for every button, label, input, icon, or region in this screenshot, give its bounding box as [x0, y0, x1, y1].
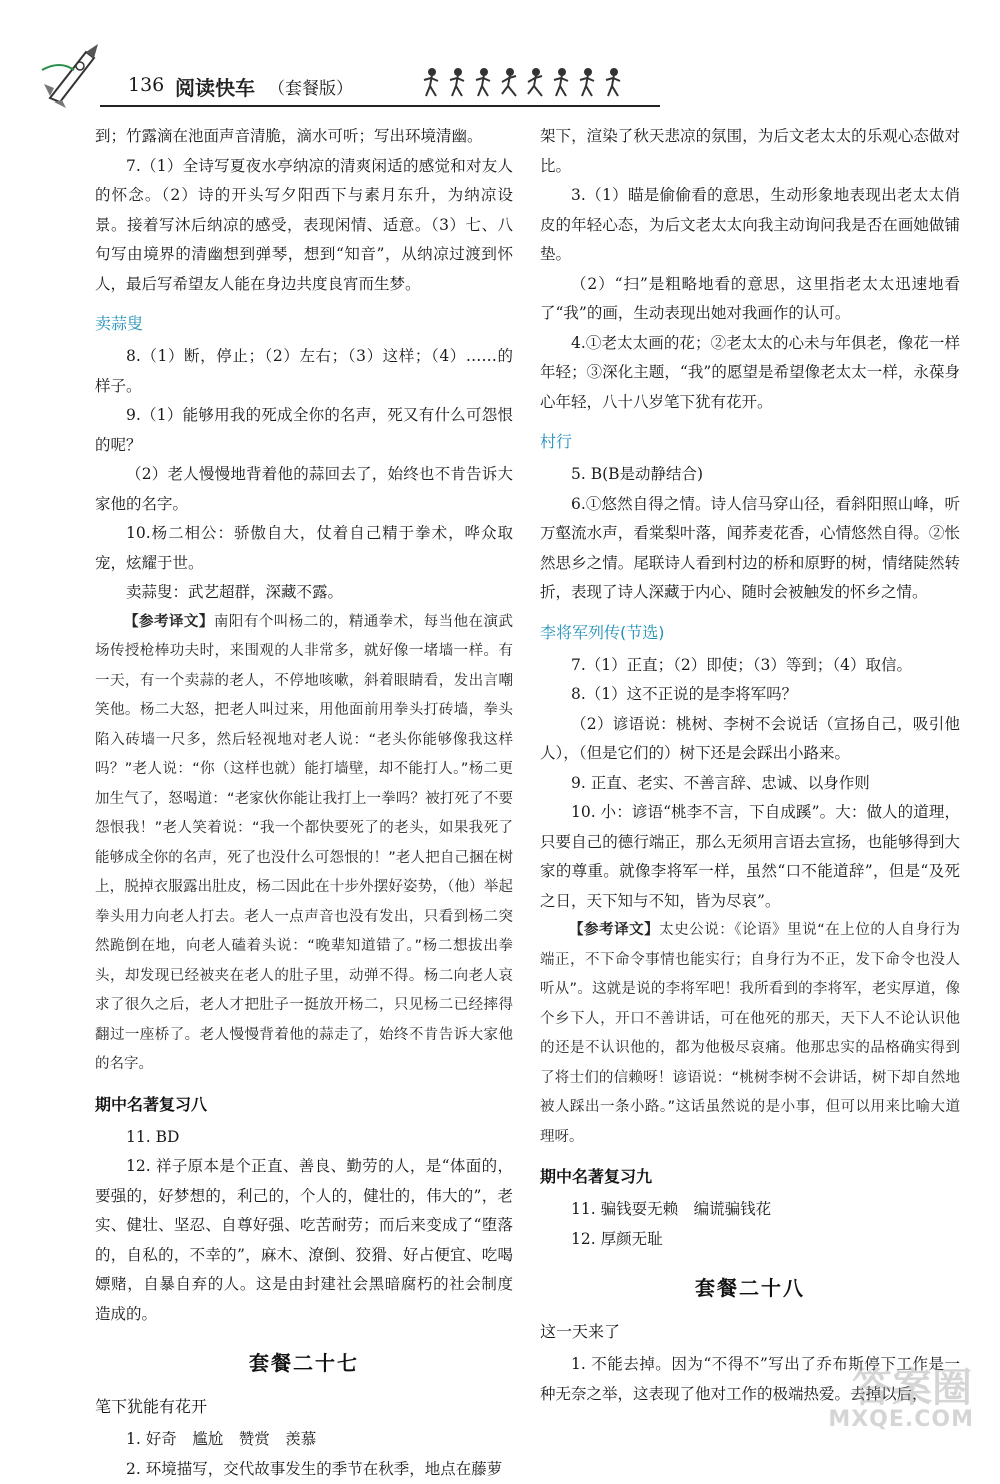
answer-9-2: （2）老人慢慢地背着他的蒜回去了，始终也不肯告诉大家他的名字。: [95, 460, 513, 519]
section-heading-li-jiang-jun: 李将军列传(节选): [540, 620, 960, 643]
section-heading-mai-suan-sou: 卖蒜叟: [95, 311, 513, 334]
translation-label: 【参考译文】: [569, 922, 659, 938]
answer-11: 11. 骗钱耍无赖 编谎骗钱花: [540, 1195, 960, 1225]
section-heading-review-8: 期中名著复习八: [95, 1092, 513, 1115]
translation-text: 南阳有个叫杨二的，精通拳术，每当他在演武场传授枪棒功夫时，来围观的人非常多，就好像一堵墙一样。有一天，有一个卖蒜的老人，不停地咳嗽，斜着眼睛看，发出言嘲笑他。杨二大怒，把老人叫过来，用他面前用拳头打砖墙，拳头陷入砖墙一尺多，然后轻视地对老人说：“老头你能够像我这样吗？”老人说：“你（这样也就）能打墙壁，却不能打人。”杨二更加生气了，怒喝道：“老家伙你能让我打上一拳吗？被打死了不要怨恨我！”老人笑着说：“我一个都快要死了的老头，如果我死了能够成全你的名声，死了也没什么可怨恨的！”老人把自己捆在树上，脱掉衣服露出肚皮，杨二因此在十步外摆好姿势，（他）举起拳头用力向老人打去。老人一点声音也没有发出，只看到杨二突然跪倒在地，向老人磕着头说：“晚辈知道错了。”杨二想拔出拳头，却发现已经被夹在老人的肚子里，动弹不得。杨二向老人哀求了很久之后，老人才把肚子一挺放开杨二，只见杨二已经摔得翻过一座桥了。老人慢慢背着他的蒜走了，始终不肯告诉大家他的名字。: [95, 614, 513, 1073]
answer-4: 4.①老太太画的花；②老太太的心未与年俱老，像花一样年轻；③深化主题，“我”的愿望是希望像老太太一样，永葆身心年轻，八十八岁笔下犹有花开。: [540, 329, 960, 418]
answer-9-1: 9.（1）能够用我的死成全你的名声，死又有什么可怨恨的呢？: [95, 401, 513, 460]
package-title-28: 套餐二十八: [540, 1272, 960, 1301]
answer-8: 8.（1）断，停止；（2）左右；（3）这样；（4）……的样子。: [95, 342, 513, 401]
answer-12: 12. 祥子原本是个正直、善良、勤劳的人，是“体面的，要强的，好梦想的，利己的，个人的，健壮的，伟大的”，老实、健壮、坚忍、自尊好强、吃苦耐劳；而后来变成了“堕落的，自私的，不幸的”，麻木、潦倒、狡猾、好占便宜、吃喝嫖赌，自暴自弃的人。这是由封建社会黑暗腐朽的社会制度造成的。: [95, 1152, 513, 1329]
edition-label: （套餐版）: [268, 74, 353, 99]
left-column: [95, 122, 513, 1484]
answer-7: 7.（1）全诗写夏夜水亭纳凉的清爽闲适的感觉和对友人的怀念。（2）诗的开头写夕阳西下与素月东升，为纳凉设景。接着写沐后纳凉的感受，表现闲情、适意。（3）七、八句写由境界的清幽想到弹琴，想到“知音”，从纳凉过渡到怀人，最后写希望友人能在身边共度良宵而生梦。: [95, 152, 513, 300]
runners-decoration-icon: [422, 66, 632, 102]
package-title-27: 套餐二十七: [95, 1347, 513, 1376]
series-title: 阅读快车: [175, 72, 255, 101]
answer-1: 1. 不能去掉。因为“不得不”写出了乔布斯停下工作是一种无奈之举，这表现了他对工作的极端热爱。去掉以后，: [540, 1350, 960, 1409]
reference-translation: [540, 916, 960, 1152]
watermark-logo: [820, 1354, 980, 1434]
section-heading-review-9: 期中名著复习九: [540, 1164, 960, 1187]
translation-label: 【参考译文】: [124, 614, 214, 630]
answer-8-2: （2）谚语说：桃树、李树不会说话（宣扬自己，吸引他人），（但是它们的）树下还是会踩出小路来。: [540, 710, 960, 769]
answer-9: 9. 正直、老实、不善言辞、忠诚、以身作则: [540, 769, 960, 799]
answer-10: 10. 小：谚语“桃李不言，下自成蹊”。大：做人的道理，只要自己的德行端正，那么无须用言语去宣扬，也能够得到大家的尊重。就像李将军一样，虽然“口不能道辞”，但是“及死之日，天下知与不知，皆为尽哀”。: [540, 798, 960, 916]
page-number: 136: [128, 74, 164, 96]
translation-text: 太史公说：《论语》里说“在上位的人自身行为端正，不下命令事情也能实行；自身行为不正，发下命令也没人听从”。这就是说的李将军吧！我所看到的李将军，老实厚道，像个乡下人，开口不善讲话，可在他死的那天，天下人不论认识他的还是不认识他的，都为他极尽哀痛。他那忠实的品格确实得到了将士们的信赖呀！谚语说：“桃树李树不会讲话，树下却自然地被人踩出一条小路。”这话虽然说的是小事，但可以用来比喻大道理呀。: [540, 922, 960, 1145]
answer-6: 6.①悠然自得之情。诗人信马穿山径，看斜阳照山峰，听万壑流水声，看棠梨叶落，闻荞麦花香，心情悠然自得。②怅然思乡之情。尾联诗人看到村边的桥和原野的树，情绪陡然转折，表现了诗人深藏于内心、随时会被触发的怀乡之情。: [540, 490, 960, 608]
answer-3-1: 3.（1）瞄是偷偷看的意思，生动形象地表现出老太太俏皮的年轻心态，为后文老太太向我主动询问我是否在画她做铺垫。: [540, 181, 960, 270]
answer-7: 7.（1）正直；（2）即使；（3）等到；（4）取信。: [540, 651, 960, 681]
answer-1: 1. 好奇 尴尬 赞赏 羡慕: [95, 1425, 513, 1455]
reference-translation: [95, 608, 513, 1080]
page-header: [40, 40, 630, 110]
watermark-bottom-text: MXQE.COM: [828, 1407, 974, 1432]
answer-12: 12. 厚颜无耻: [540, 1225, 960, 1255]
answer-11: 11. BD: [95, 1123, 513, 1153]
section-heading-hua-kai: 笔下犹能有花开: [95, 1394, 513, 1417]
answer-10-b: 卖蒜叟：武艺超群，深藏不露。: [95, 578, 513, 608]
header-rule: [100, 105, 660, 107]
answer-text: 到；竹露滴在池面声音清脆，滴水可听；写出环境清幽。: [95, 122, 513, 152]
answer-2: 2. 环境描写，交代故事发生的季节在秋季，地点在藤萝: [95, 1455, 513, 1484]
right-column: [540, 122, 960, 1409]
watermark-top-text: 答案圈: [852, 1356, 972, 1413]
section-heading-zhe-yi-tian: 这一天来了: [540, 1319, 960, 1342]
section-heading-cun-xing: 村行: [540, 429, 960, 452]
rocket-logo-icon: [40, 40, 108, 108]
answer-10: 10.杨二相公：骄傲自大，仗着自己精于拳术，哗众取宠，炫耀于世。: [95, 519, 513, 578]
answer-3-2: （2）“扫”是粗略地看的意思，这里指老太太迅速地看了“我”的画，生动表现出她对我画作的认可。: [540, 270, 960, 329]
answer-8-1: 8.（1）这不正说的是李将军吗？: [540, 680, 960, 710]
answer-2-cont: 架下，渲染了秋天悲凉的氛围，为后文老太太的乐观心态做对比。: [540, 122, 960, 181]
answer-5: 5. B(B是动静结合): [540, 460, 960, 490]
